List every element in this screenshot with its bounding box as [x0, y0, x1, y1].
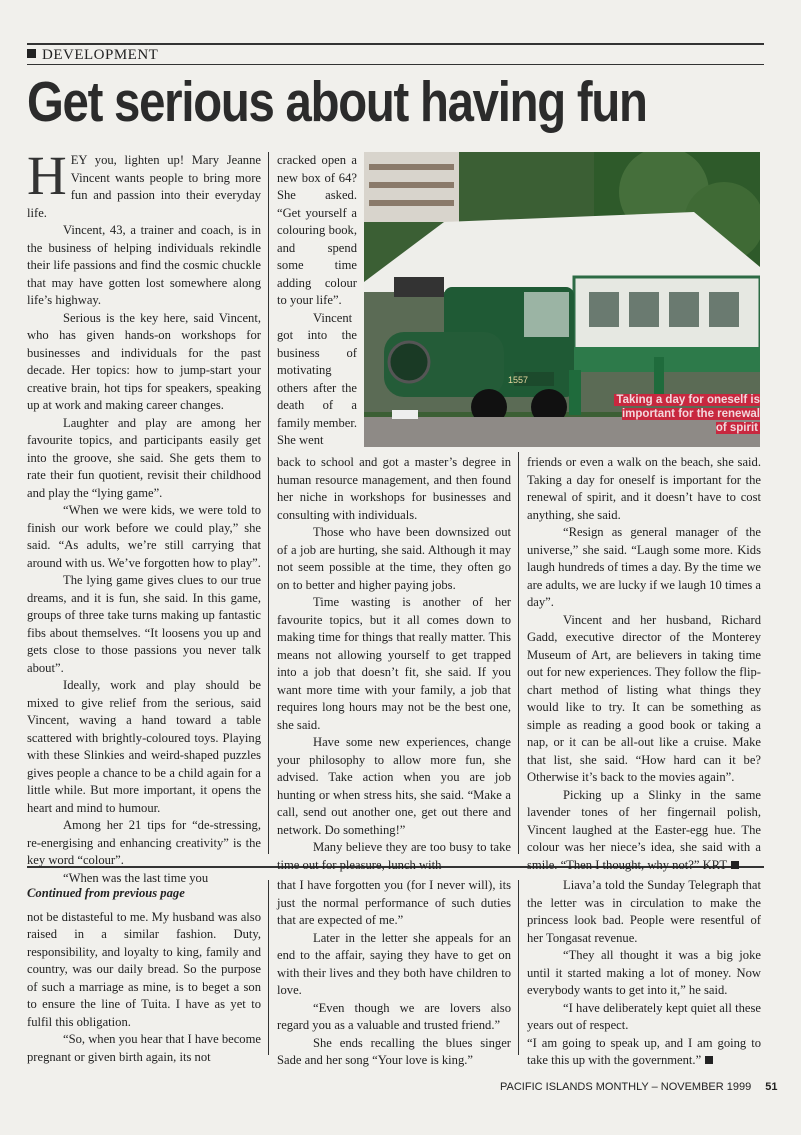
article-paragraph: friends or even a walk on the beach, she said. Taking a day for oneself is important for the renewal of spirit, and it doesn’t have to cost anything, she said.	[527, 455, 761, 522]
article-paragraph: “When was the last time you	[63, 870, 209, 885]
article-paragraph: Ideally, work and play should be mixed to give relief from the serious, said Vincent, waving a hand toward a table scattered with brightly-coloured toys. Playing with these Slinkies and weird-shaped puzzles gives people a chance to be a child again for a little while. But more important, it opens the heart and mind to humour.	[27, 678, 261, 815]
article-paragraph: Many believe they are too busy to take time out for pleasure, lunch with	[277, 840, 511, 872]
engine-number-plate: 1557	[508, 375, 529, 385]
article-column-1	[27, 145, 261, 887]
end-mark-icon	[705, 1056, 713, 1064]
article-paragraph: The lying game gives clues to our true dreams, and it is fun, she said. In this game, groups of three take turns making up fantastic fibs about themselves. “It loosens you up and gets close to those passions you never talk about”.	[27, 573, 261, 675]
section-label	[27, 47, 158, 64]
article-column-2-lower	[277, 454, 511, 874]
continued-paragraph	[527, 1035, 761, 1070]
publication-line: PACIFIC ISLANDS MONTHLY – NOVEMBER 1999	[500, 1081, 752, 1093]
column-rule-2	[518, 452, 519, 854]
lower-column-rule-1	[268, 880, 269, 1055]
continued-paragraph: “They all thought it was a big joke until it started making a lot of money. Now everybody wants to get into it,” he said.	[527, 948, 761, 997]
section-rule	[27, 64, 764, 65]
page-number: 51	[765, 1081, 778, 1093]
continued-paragraph: “Even though we are lovers also regard you as a valuable and trusted friend.”	[277, 1000, 511, 1032]
article-paragraph: Those who have been downsized out of a job are hurting, she said. Although it may not seem possible at the time, they often go on to better and higher paying jobs.	[277, 525, 511, 592]
closing-text: Picking up a Slinky in the same lavender tones of her fingernail polish, Vincent laughed at the Easter-egg hue. The colour was her niece’s idea, she said with a smile. “Then I thought, why not?” KRT	[527, 787, 761, 872]
photo-caption	[612, 393, 760, 435]
continued-paragraph: “So, when you hear that I have become pregnant or given birth again, its not	[27, 1032, 261, 1064]
article-paragraph: “Resign as general manager of the universe,” she said. “Laugh some more. Kids laugh hundreds of times a day. By the time we are adults, we are lucky if we laugh 10 times a day”.	[527, 525, 761, 609]
section-label-text: DEVELOPMENT	[42, 47, 159, 63]
page-footer	[500, 1081, 778, 1093]
article-paragraph: Time wasting is another of her favourite topics, but it all comes down to making time for things that really matter. This means not allowing yourself to get trapped into a job that doesn’t fit, she said. If you want more time with your family, a job that requires long hours may not be the best one, she said.	[277, 595, 511, 732]
headline: Get serious about having fun	[27, 70, 647, 134]
end-mark-icon	[731, 861, 739, 869]
continued-column-2	[277, 877, 511, 1070]
article-paragraph: “When we were kids, we were told to finish our work before we could play,” she said. “As adults, we’re still carrying that around with us. We’ve forgotten how to play”.	[27, 503, 261, 570]
article-paragraph: cracked open a new box of 64? She asked. “Get yourself a colouring book, and spend some time adding colour to your life”.	[277, 153, 357, 307]
continued-paragraph: Later in the letter she appeals for an end to the affair, saying they have to get on with their lives and they both have children to love.	[277, 930, 511, 997]
drop-cap: H	[27, 145, 67, 206]
section-bullet-icon	[27, 49, 36, 58]
continued-paragraph: Liava’a told the Sunday Telegraph that the letter was in circulation to make the princess look bad. People were resentful of her Tongasat revenue.	[527, 878, 761, 945]
article-paragraph: back to school and got a master’s degree in human resource management, and then found her niche in workshops for businesses and consulting with individuals.	[277, 455, 511, 522]
lead-text: EY you, lighten up! Mary Jeanne Vincent wants people to bring more fun and passion into their everyday life.	[27, 153, 261, 220]
article-paragraph	[527, 787, 761, 875]
continued-closing-text: “I am going to speak up, and I am going to take this up with the government.”	[527, 1035, 761, 1067]
top-rule	[27, 43, 764, 45]
article-column-3	[527, 454, 761, 874]
continued-paragraph: that I have forgotten you (for I never will), its just the normal performance of such duties that are expected of me.”	[277, 878, 511, 927]
article-paragraph: Among her 21 tips for “de-stressing, re-energising and enhancing creativity” is the key word “colour”.	[27, 818, 261, 867]
article-column-2-upper	[277, 152, 357, 450]
article-paragraph: Vincent and her husband, Richard Gadd, executive director of the Monterey Museum of Art, are believers in taking time out for new experiences. They follow the flip-chart method of listing what things they would like to try. It can be something as simple as reading a good book or taking a nap, or it can be all-out like a cruise. Make that list, she said. “How hard can it be? Otherwise it’s back to the movies again”.	[527, 612, 761, 784]
continued-paragraph: “I have deliberately kept quiet all these years out of respect.	[527, 1000, 761, 1032]
article-paragraph: Vincent got into the business of motivating others after the death of a family member. She went	[277, 310, 357, 447]
continued-column-1	[27, 885, 261, 1066]
continued-heading: Continued from previous page	[27, 886, 185, 900]
continued-column-3	[527, 877, 761, 1070]
article-paragraph: Have some new experiences, change your philosophy to allow more fun, she advised. Take action when you are job hunting or when stress hits, she said. “Make a call, send out another one, get out there and network. Do something!”	[277, 735, 511, 837]
article-paragraph: Serious is the key here, said Vincent, who has given hands-on workshops for businesses and individuals for the past decade. Her topics: how to jump-start your creative brain, hot tips for speakers, speaking up at work and making career changes.	[27, 310, 261, 412]
column-rule-1	[268, 152, 269, 854]
lower-column-rule-2	[518, 880, 519, 1055]
photo-caption-text: Taking a day for oneself is important for the renewal of spirit	[616, 394, 760, 434]
continued-paragraph: not be distasteful to me. My husband was also raised in a similar fashion. Duty, responsibility, and loyalty to king, family and country, was our daily bread. So the purpose of such a marriage as mine, is to beget a son to ensure the line of Tuita. I have as yet to fulfil this obligation.	[27, 909, 261, 1029]
article-paragraph: Laughter and play are among her favourite topics, and participants easily get into the groove, she said. She gets them to rate their fun quotient, revisit their childhood and play the “lying game”.	[27, 415, 261, 500]
article-paragraph: Vincent, 43, a trainer and coach, is in the business of helping individuals rekindle their life passions and find the cosmic chuckle that may have gotten lost somewhere along life’s highway.	[27, 223, 261, 307]
article-lead-paragraph	[27, 145, 261, 222]
continued-paragraph: She ends recalling the blues singer Sade and her song “Your love is king.”	[277, 1035, 511, 1067]
